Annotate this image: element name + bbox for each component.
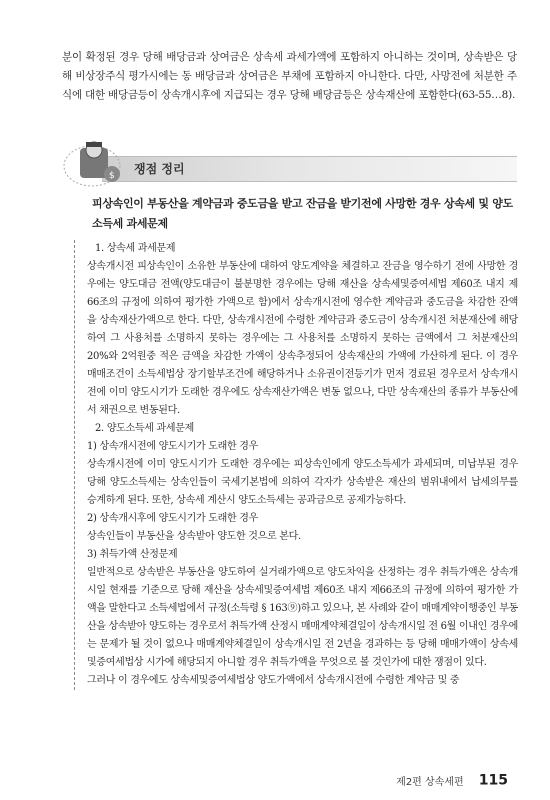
page-footer (396, 770, 508, 789)
sec2-heading: 2. 양도소득세 과세문제 (95, 423, 194, 434)
sec1-body: 상속개시전 피상속인이 소유한 부동산에 대하여 양도계약을 체결하고 잔금을 영수하기 전에 사망한 경우에는 양도대금 전액(양도대금이 불분명한 경우에는 당해 재산을 상속세및증여세법 제60조 내지 제66조의 규정에 의하여 평가한 가액으로 함)에서 상속개시전에 영수한 계약금과 중도금을 차감한 잔액을 상속재산가액으로 한다. 다만, 상속개시전에 수령한 계약금과 중도금이 상속개시전 처분재산에 해당하여 그 사용처를 소명하지 못하는 경우에는 그 사용처를 소명하지 못하는 금액에서 그 처분재산의 20%와 2억원중 적은 금액을 차감한 가액이 상속추정되어 상속재산의 가액에 가산하게 된다. 이 경우 매매조건이 소득세법상 장기할부조건에 해당하거나 소유권이전등기가 먼저 경료된 경우로서 상속개시전에 이미 양도시기가 도래한 경우에도 상속재산가액은 변동 없으나, 다만 상속재산의 종류가 부동산에서 채권으로 변동된다. (87, 261, 518, 416)
sub1-heading: 1) 상속개시전에 양도시기가 도래한 경우 (87, 441, 258, 452)
issue-box (74, 194, 518, 690)
sub3-heading: 3) 취득가액 산정문제 (87, 549, 178, 560)
issue-body (74, 240, 518, 690)
intro-text (62, 48, 517, 105)
sec1-heading: 1. 상속세 과세문제 (95, 243, 176, 254)
part-label: 제2편 상속세편 (396, 777, 464, 788)
intro-paragraph: 분이 확정된 경우 당해 배당금과 상여금은 상속세 과세가액에 포함하지 아니하는 것이며, 상속받은 당해 비상장주식 평가시에는 동 배당금과 상여금은 부채에 포함하지 아니한다. 다만, 사망전에 처분한 주식에 대한 배당금등이 상속개시후에 지급되는 경우 당해 배당금등은 상속재산에 포함한다(63-55…8). (62, 51, 517, 101)
page-number: 115 (478, 772, 508, 789)
svg-text:$: $ (109, 171, 115, 181)
last-line: 그러나 이 경우에도 상속세및증여세법상 양도가액에서 상속개시전에 수령한 계약금 및 중 (87, 675, 460, 686)
sub2-body: 상속인들이 부동산을 상속받아 양도한 것으로 본다. (87, 531, 301, 542)
banner-title: 쟁점 정리 (134, 162, 185, 176)
sub1-body: 상속개시전에 이미 양도시기가 도래한 경우에는 피상속인에게 양도소득세가 과세되며, 미납부된 경우 당해 양도소득세는 상속인들이 국세기본법에 의하여 각자가 상속받은 재산의 범위내에서 납세의무를 승계하게 된다. 또한, 상속세 계산시 양도소득세는 공과금으로 공제가능하다. (87, 459, 518, 506)
sub3-body: 일반적으로 상속받은 부동산을 양도하여 실거래가액으로 양도차익을 산정하는 경우 취득가액은 상속개시일 현재를 기준으로 당해 재산을 상속세및증여세법 제60조 내지 제66조의 규정에 의하여 평가한 가액을 말한다고 소득세법에서 규정(소득령 § 163⑨)하고 있으나, 본 사례와 같이 매매계약이행중인 부동산을 상속받아 양도하는 경우로서 취득가액 산정시 매매계약체결일이 상속개시일 전 6월 이내인 경우에는 문제가 될 것이 없으나 매매계약체결일이 상속개시일 전 2년을 경과하는 등 당해 매매가액이 상속세및증여세법상 시가에 해당되지 아니할 경우 취득가액을 무엇으로 볼 것인가에 대한 쟁점이 있다. (87, 567, 518, 668)
issue-title: 피상속인이 부동산을 계약금과 중도금을 받고 잔금을 받기전에 사망한 경우 상속세 및 양도소득세 과세문제 (92, 197, 513, 230)
sub2-heading: 2) 상속개시후에 양도시기가 도래한 경우 (87, 513, 258, 524)
issue-banner (62, 138, 517, 188)
mascot-icon (62, 138, 132, 188)
